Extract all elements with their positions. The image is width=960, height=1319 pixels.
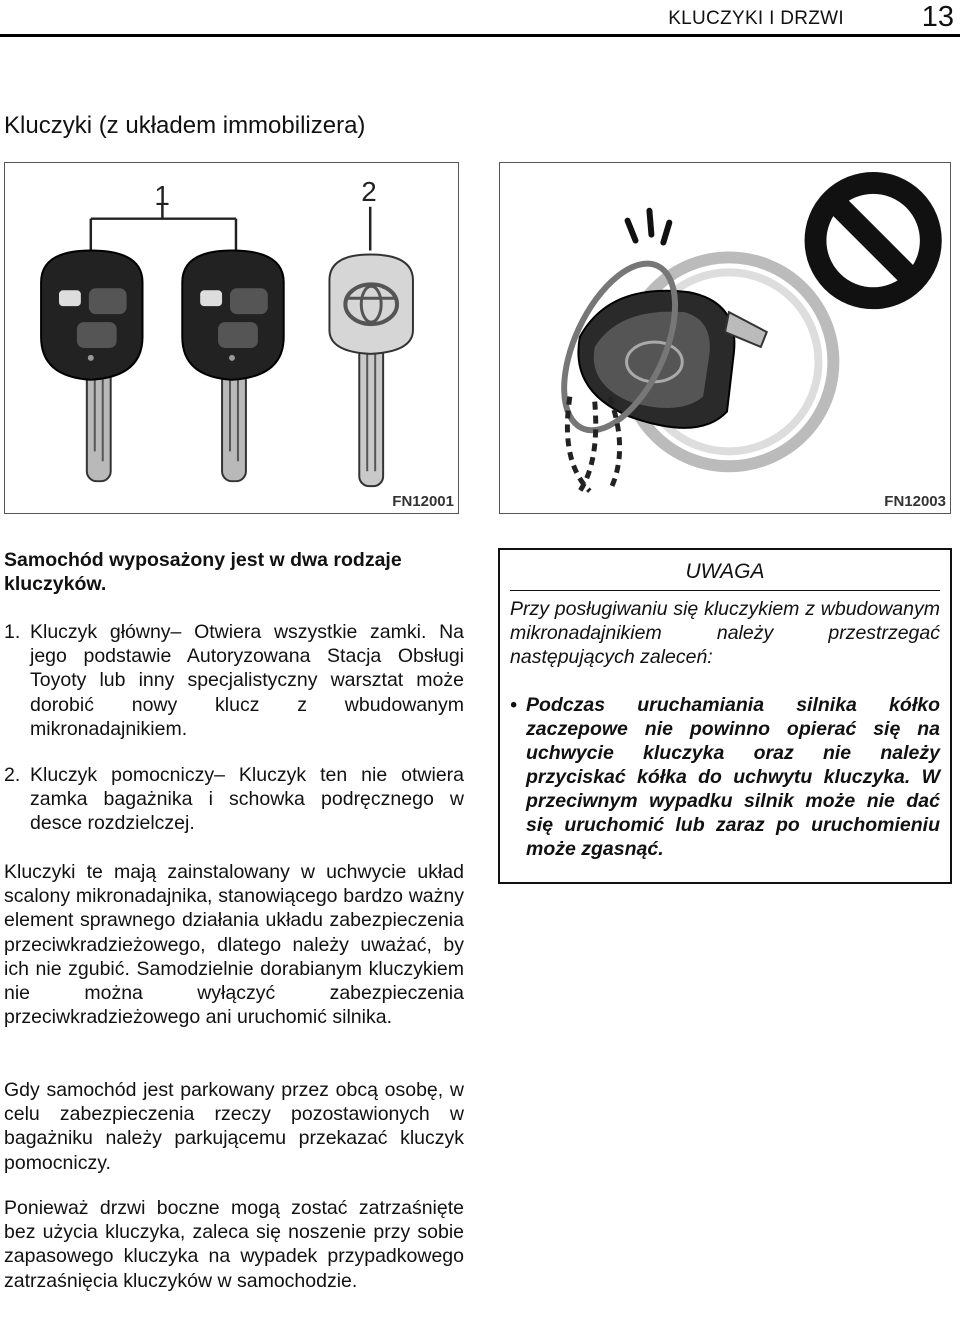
paragraph-text: Gdy samochód jest parkowany przez obcą osobę, w celu zabezpieczenia rzeczy pozostawionych w bagażniku należy parkującemu przekazać kluczyk pomocniczy. — [4, 1079, 464, 1174]
callout-2: 2 — [361, 175, 377, 207]
header-rule — [0, 34, 960, 37]
figure-code: FN12003 — [884, 493, 946, 510]
paragraph-text: Kluczyki te mają zainstalowany w uchwycie układ scalony mikronadajnika, stanowiącego bardzo ważny element sprawnego działania układu zabezpieczenia przeciwkradzieżowego, dlatego należy uważać, by ich nie zgubić. Samodzielnie dorabianym kluczykiem nie można wyłączyć zabezpieczenia przeciwkradzieżowego ani uruchomić silnika. — [4, 861, 464, 1029]
warning-item-text: Podczas uruchamiania silnika kółko zaczepowe nie powinno opierać się na uchwycie kluczyka oraz nie należy przyciskać kółka do uchwytu kluczyka. W przeciwnym wypadku silnik może nie dać się uruchomić lub zaraz po uruchomieniu może zgasnąć. — [526, 694, 940, 860]
section-title: KLUCZYKI I DRZWI — [668, 8, 844, 29]
list-item — [4, 763, 464, 836]
paragraph — [4, 860, 464, 1029]
figure-code: FN12001 — [392, 493, 454, 510]
main-key-2 — [182, 251, 283, 482]
paragraph-text: Ponieważ drzwi boczne mogą zostać zatrzaśnięte bez użycia kluczyka, zaleca się noszenie przy sobie zapasowego kluczyka na wypadek przypadkowego zatrzaśnięcia kluczyków w samochodzie. — [4, 1197, 464, 1292]
page-title: Kluczyki (z układem immobilizera) — [4, 112, 366, 139]
intro-text: Samochód wyposażony jest w dwa rodzaje kluczyków. — [4, 549, 402, 596]
page-header — [0, 0, 960, 36]
figure-key-ring — [499, 162, 951, 514]
list-number: 1. — [4, 621, 21, 643]
sub-key — [329, 254, 413, 486]
bullet-icon: • — [510, 694, 517, 716]
paragraph — [4, 1196, 464, 1293]
warning-item — [510, 693, 940, 861]
page-number: 13 — [921, 1, 954, 33]
callout-1: 1 — [154, 179, 170, 211]
list-item — [4, 620, 464, 741]
keys-illustration-icon — [5, 163, 458, 513]
warning-intro: Przy posługiwaniu się kluczykiem z wbudowanym mikronadajnikiem należy przestrzegać następujących zaleceń: — [510, 598, 940, 668]
list-text: Kluczyk pomocniczy– Kluczyk ten nie otwiera zamka bagażnika i schowka podręcznego w desce rozdzielczej. — [30, 764, 464, 835]
paragraph — [4, 1078, 464, 1175]
figure-keys — [4, 162, 459, 514]
key-with-ring-prohibited-icon — [500, 163, 950, 513]
warning-box — [498, 548, 952, 884]
list-number: 2. — [4, 764, 21, 787]
key-type-list — [4, 620, 464, 836]
list-text: Kluczyk główny– Otwiera wszystkie zamki. Na jego podstawie Autoryzowana Stacja Obsługi Toyoty lub inny specjalistyczny warsztat może dorobić nowy klucz z wbudowanym mikronadajnikiem. — [30, 621, 464, 740]
prohibited-icon — [815, 183, 930, 298]
warning-title: UWAGA — [510, 560, 940, 591]
intro-paragraph — [4, 548, 464, 596]
main-key-1 — [41, 251, 142, 482]
